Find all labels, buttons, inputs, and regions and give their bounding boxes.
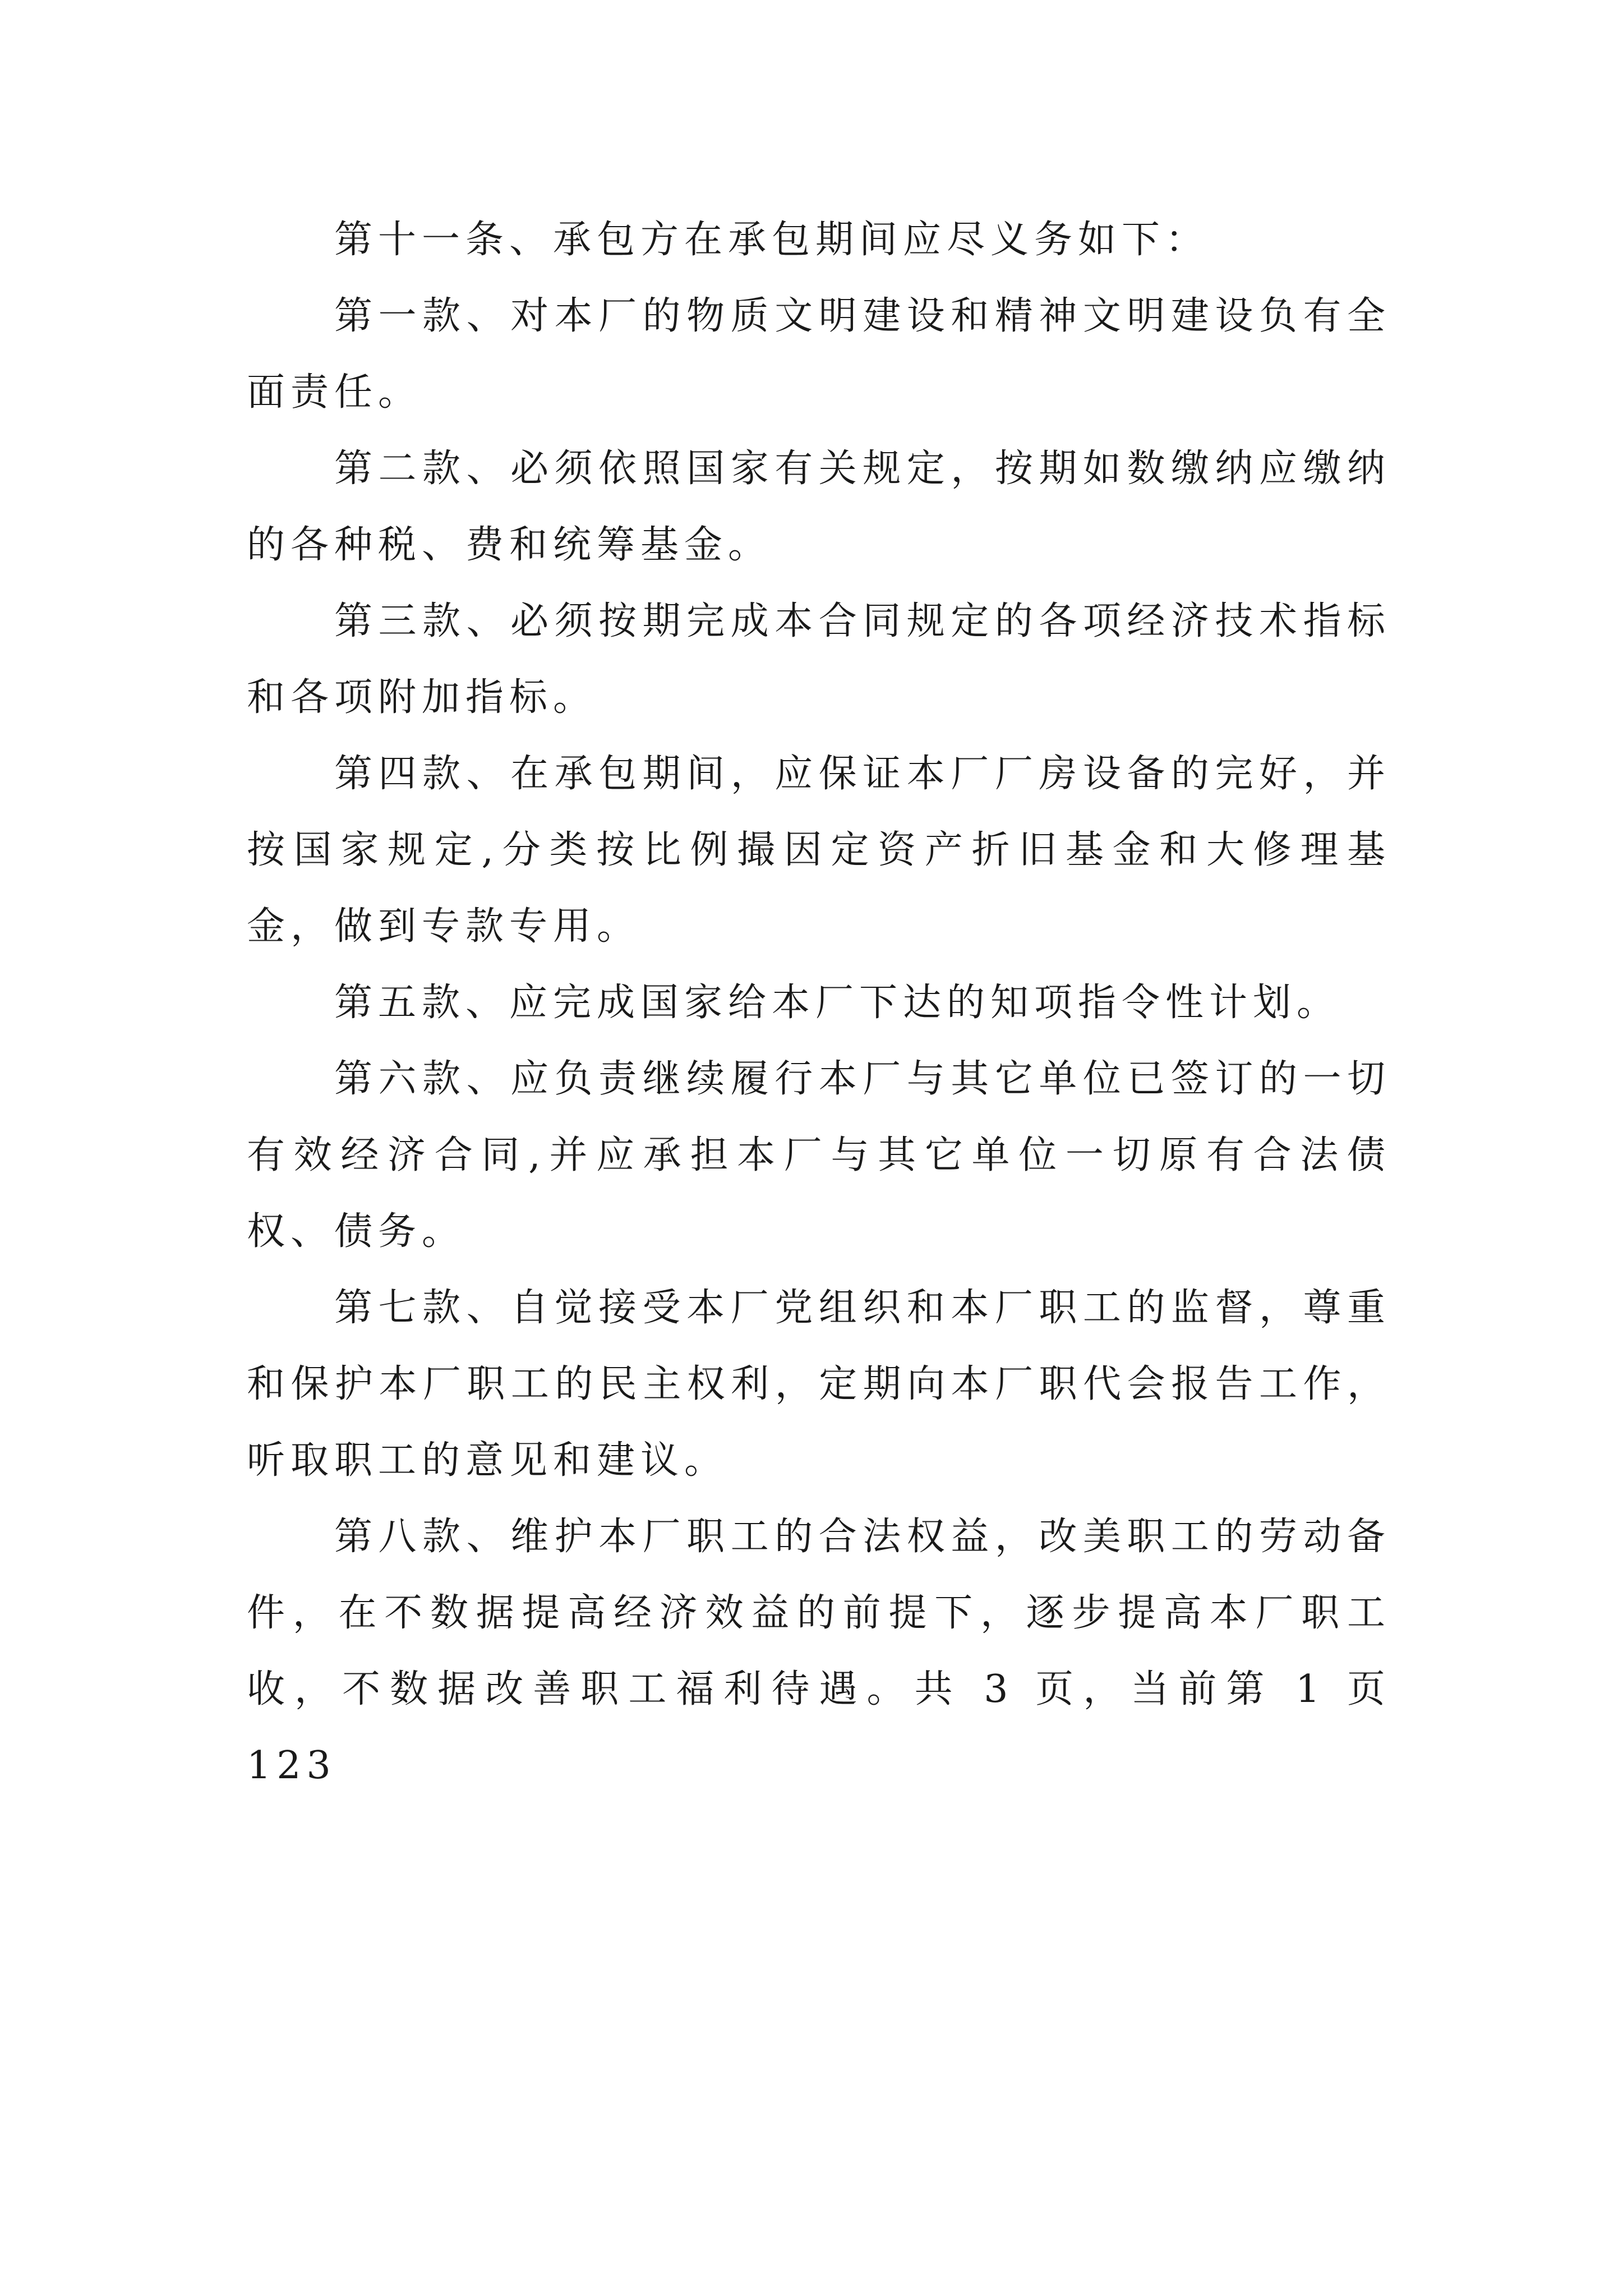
- paragraph-clause-8: 第八款、维护本厂职工的合法权益，改美职工的劳动备件，在不数据提高经济效益的前提下，逐步提高本厂职工收，不数据改善职工福利待遇。共 3 页，当前第 1 页 123: [247, 1515, 1391, 1788]
- paragraph-clause-1: 第一款、对本厂的物质文明建设和精神文明建设负有全面责任。: [247, 294, 1391, 415]
- paragraph-clause-4: 第四款、在承包期间，应保证本厂厂房设备的完好，并按国家规定,分类按比例撮因定资产折旧基金和大修理基金，做到专款专用。: [247, 752, 1391, 949]
- paragraph-clause-7: 第七款、自觉接受本厂党组织和本厂职工的监督，尊重和保护本厂职工的民主权利，定期向本厂职代会报告工作，听取职工的意见和建议。: [247, 1286, 1391, 1483]
- paragraph-clause-5: 第五款、应完成国家给本厂下达的知项指令性计划。: [334, 981, 1341, 1025]
- paragraph-article-11: 第十一条、承包方在承包期间应尽义务如下：: [334, 218, 1210, 262]
- paragraph-clause-2: 第二款、必须依照国家有关规定，按期如数缴纳应缴纳的各种税、费和统筹基金。: [247, 447, 1391, 567]
- document-body: [247, 202, 1391, 1804]
- paragraph-clause-3: 第三款、必须按期完成本合同规定的各项经济技术指标和各项附加指标。: [247, 599, 1391, 720]
- paragraph-clause-6: 第六款、应负责继续履行本厂与其它单位已签订的一切有效经济合同,并应承担本厂与其它单位一切原有合法债权、债务。: [247, 1057, 1391, 1254]
